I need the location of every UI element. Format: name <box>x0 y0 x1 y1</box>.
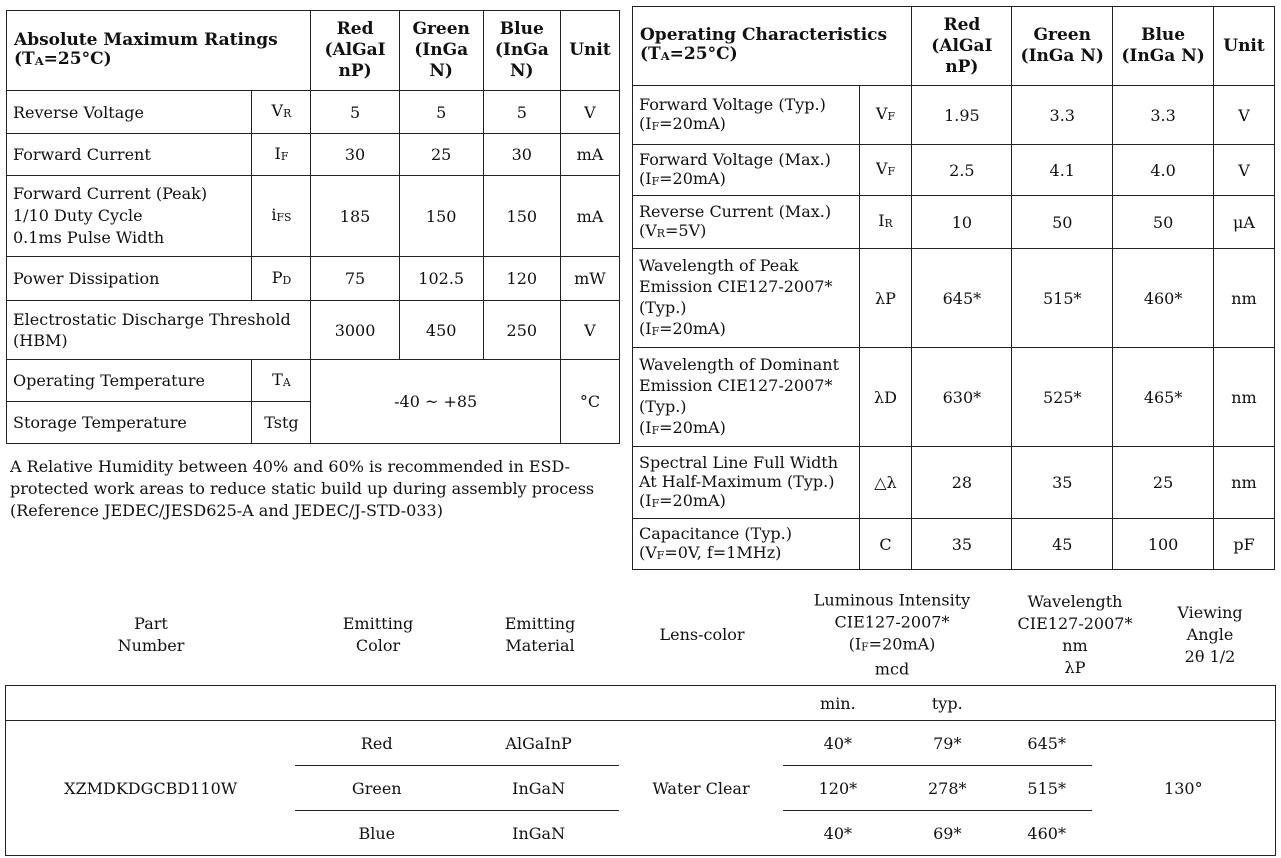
absolute-maximum-ratings-table <box>6 10 620 444</box>
header-emitting-color: Emitting Color <box>342 614 414 655</box>
header-lens-color: Lens-color <box>659 625 745 644</box>
header-wavelength: Wavelength CIE127-2007* nm λP <box>1017 592 1133 677</box>
part-number: XZMDKDGCBD110W <box>64 778 238 798</box>
oc-col-green: Green (InGa N) <box>1012 7 1113 86</box>
parts-table-header <box>6 588 1274 683</box>
oc-row-spectral-line-width: Spectral Line Full Width At Half-Maximum (Typ.) (IF=20mA) △λ 28 35 25 nm <box>633 447 1275 519</box>
amr-condition: (TA=25°C) <box>14 48 112 69</box>
oc-row-peak-wavelength: Wavelength of Peak Emission CIE127-2007* (Typ.) (IF=20mA) λP 645* 515* 460* nm <box>633 249 1275 348</box>
oc-col-blue: Blue (InGa N) <box>1113 7 1214 86</box>
header-emitting-material: Emitting Material <box>504 614 576 655</box>
amr-temp-unit: °C <box>560 360 619 444</box>
amr-row-storage-temperature: Storage Temperature Tstg <box>7 402 620 444</box>
amr-row-power-dissipation: Power Dissipation PD 75 102.5 120 mW <box>7 257 620 301</box>
part-row-green: Green InGaN 120* 278* 515* <box>6 766 1276 811</box>
amr-row-forward-current: Forward Current IF 30 25 30 mA <box>7 134 620 176</box>
part-row-blue: Blue InGaN 40* 69* 460* <box>358 823 1066 843</box>
viewing-angle: 130° <box>1164 778 1203 798</box>
amr-row-reverse-voltage: Reverse Voltage VR 5 5 5 V <box>7 91 620 134</box>
header-luminous-intensity: Luminous Intensity CIE127-2007* (IF=20mA) mcd <box>813 590 971 679</box>
oc-row-capacitance: Capacitance (Typ.) (VF=0V, f=1MHz) C 35 45 100 pF <box>633 519 1275 570</box>
oc-col-unit: Unit <box>1214 7 1275 86</box>
oc-title: Operating Characteristics <box>640 25 888 45</box>
min-label: min. <box>820 693 856 713</box>
oc-row-reverse-current: Reverse Current (Max.) (VR=5V) IR 10 50 50 μA <box>633 196 1275 249</box>
amr-title: Absolute Maximum Ratings <box>14 29 278 50</box>
min-typ-row <box>6 686 1276 721</box>
part-row-red: XZMDKDGCBD110W Red AlGaInP Water Clear 40* 79* 645* 130° <box>6 721 1276 766</box>
amr-title-cell <box>7 11 311 91</box>
typ-label: typ. <box>931 693 963 713</box>
part-number-table <box>5 685 1276 856</box>
amr-col-unit: Unit <box>560 11 619 91</box>
operating-characteristics-table <box>632 6 1275 570</box>
lens-color: Water Clear <box>652 778 750 798</box>
oc-title-cell <box>633 7 912 86</box>
header-part-number: Part Number <box>117 614 185 655</box>
amr-temp-range: -40 ~ +85 <box>311 360 560 444</box>
header-viewing-angle: Viewing Angle 2θ 1/2 <box>1177 603 1243 666</box>
amr-row-forward-current-peak: Forward Current (Peak) 1/10 Duty Cycle 0.1ms Pulse Width iFS 185 150 150 mA <box>7 176 620 257</box>
oc-condition: (TA=25°C) <box>640 44 738 64</box>
amr-col-red: Red (AlGaI nP) <box>311 11 399 91</box>
oc-row-dominant-wavelength: Wavelength of Dominant Emission CIE127-2007* (Typ.) (IF=20mA) λD 630* 525* 465* nm <box>633 348 1275 447</box>
esd-humidity-note: A Relative Humidity between 40% and 60% is recommended in ESD-protected work areas to reduce static build up during assembly process (Reference JEDEC/JESD625-A and JEDEC/J-STD-033) <box>10 457 595 520</box>
amr-row-operating-temperature: Operating Temperature TA -40 ~ +85 °C <box>7 360 620 402</box>
amr-row-esd-threshold: Electrostatic Discharge Threshold (HBM) 3000 450 250 V <box>7 301 620 360</box>
oc-row-forward-voltage-typ: Forward Voltage (Typ.) (IF=20mA) VF 1.95 3.3 3.3 V <box>633 86 1275 145</box>
amr-col-green: Green (InGa N) <box>399 11 483 91</box>
oc-col-red: Red (AlGaI nP) <box>912 7 1012 86</box>
amr-col-blue: Blue (InGa N) <box>483 11 560 91</box>
oc-row-forward-voltage-max: Forward Voltage (Max.) (IF=20mA) VF 2.5 4.1 4.0 V <box>633 145 1275 196</box>
